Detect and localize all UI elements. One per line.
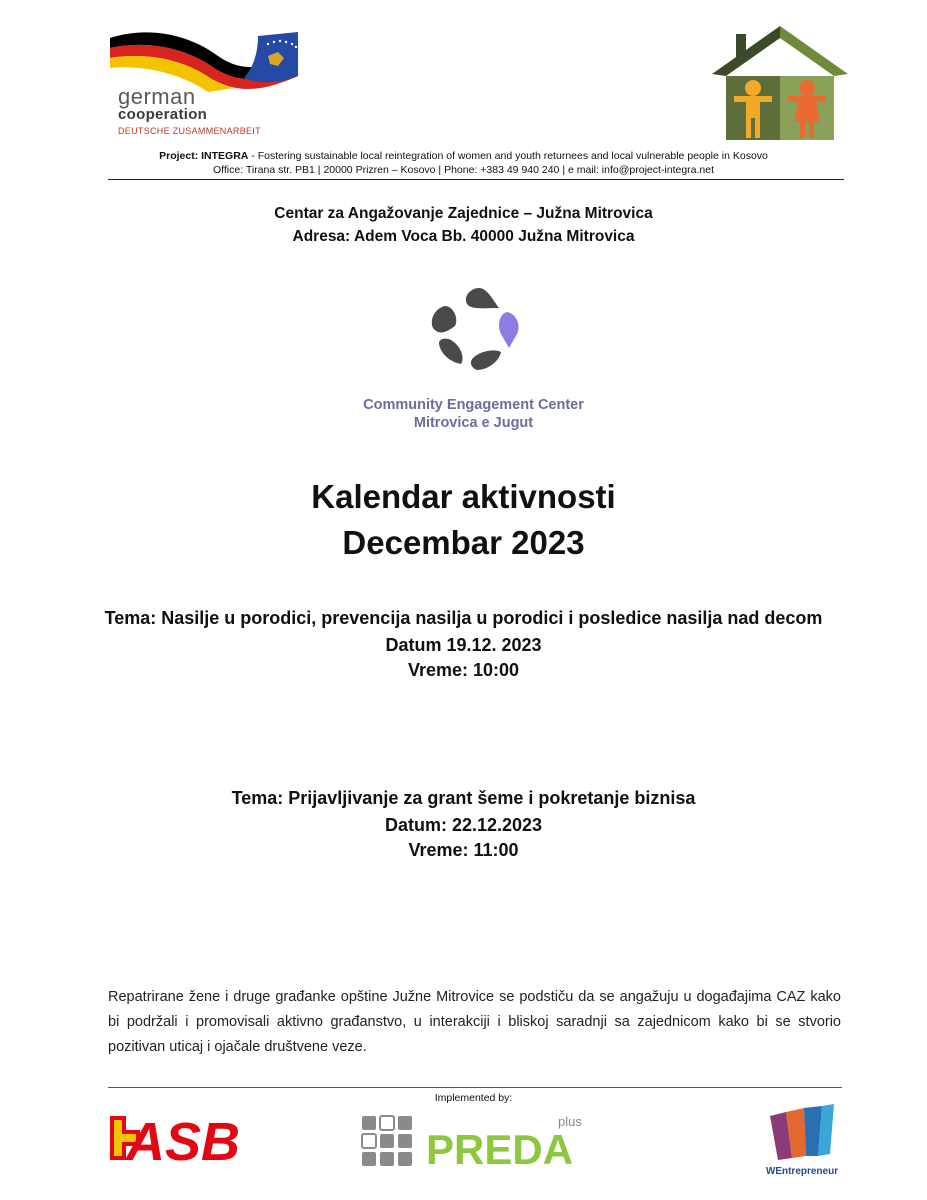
event-date: Datum: 22.12.2023 [384,815,543,835]
event-date: Datum 19.12. 2023 [385,635,542,655]
header-divider [108,179,844,180]
asb-logo [108,1110,276,1166]
event-topic: Tema: Prijavljivanje za grant šeme i pokretanje biznisa [231,788,696,808]
footer-divider [108,1087,842,1088]
preda-text: PREDA [426,1126,574,1170]
project-label: Project: INTEGRA [159,150,249,162]
project-line [0,150,927,162]
asb-text: ASB [126,1112,241,1166]
office-contact-line: Office: Tirana str. PB1 | 20000 Prizren – Kosovo | Phone: +383 49 940 240 | e mail: info@project-integra.net [212,164,715,176]
preda-plus-logo [360,1110,592,1170]
preda-plus-text: plus [558,1114,582,1129]
cec-logo-line1: Community Engagement Center [363,397,584,413]
calendar-title: Kalendar aktivnosti [311,478,616,515]
house-family-logo [712,26,848,142]
gc-cooperation-text: cooperation [118,106,208,123]
calendar-month: Decembar 2023 [342,524,585,561]
community-engagement-center-icon [425,286,521,376]
event-time: Vreme: 11:00 [408,840,519,860]
wentrepreneur-logo [760,1102,844,1178]
event-topic: Tema: Nasilje u porodici, prevencija nasilja u porodici i posledice nasilja nad decom [104,608,823,628]
gc-deutsche-text: DEUTSCHE ZUSAMMENARBEIT [118,126,261,136]
german-cooperation-logo [108,26,300,138]
gc-german-text: german [118,84,196,109]
cec-logo-line2: Mitrovica e Jugut [413,415,534,431]
event-time: Vreme: 10:00 [407,660,520,680]
wentrepreneur-text: WEntrepreneur [765,1166,839,1177]
implemented-by-label: Implemented by: [434,1092,513,1104]
project-description: - Fostering sustainable local reintegration of women and youth returnees and local vulnerable people in Kosovo [248,150,768,162]
center-name: Centar za Angažovanje Zajednice – Južna Mitrovica [274,205,653,222]
center-address: Adresa: Adem Voca Bb. 40000 Južna Mitrovica [292,228,635,245]
closing-paragraph: Repatrirane žene i druge građanke opštine Južne Mitrovice se podstiču da se angažuju u događajima CAZ kako bi podržali i promovisali aktivno građanstvo, u interakciji i bliskoj saradnji sa zajednicom kako bi se stvorio pozitivan uticaj i ojačale društvene veze. [108,989,841,1055]
